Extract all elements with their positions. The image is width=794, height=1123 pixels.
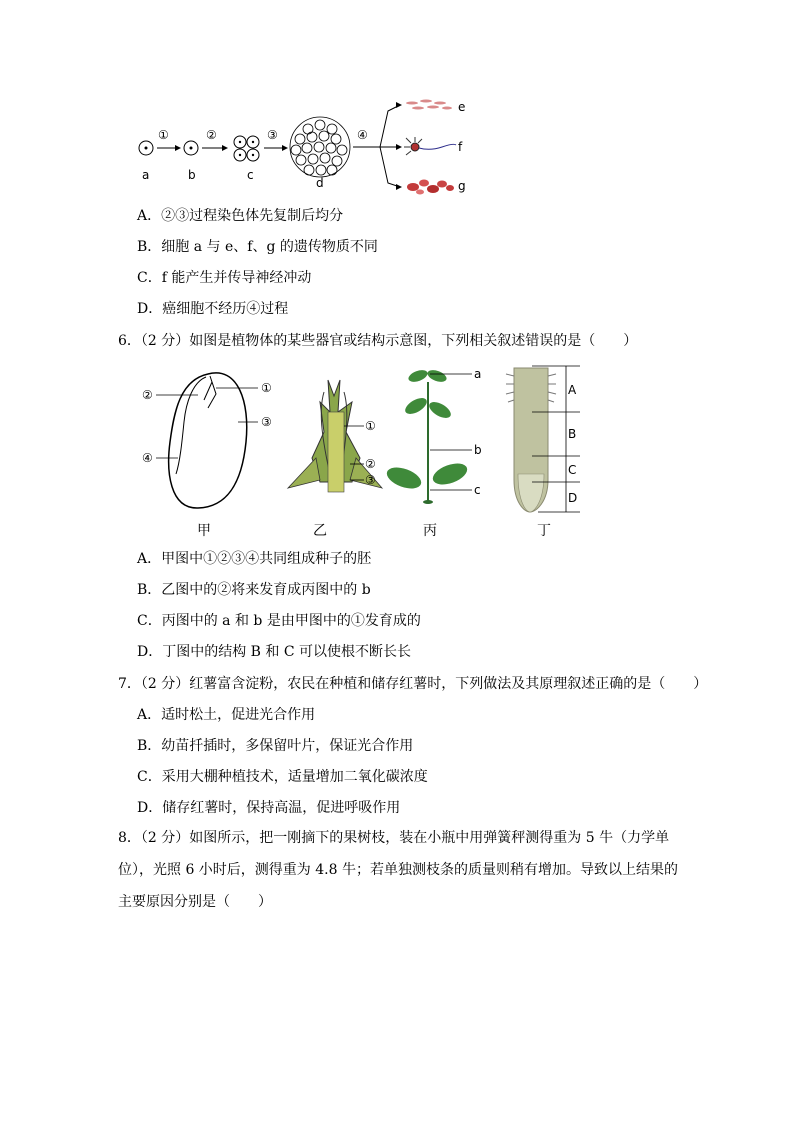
jia-label-4: ④ (142, 451, 153, 465)
ding-label-a: A (568, 383, 577, 397)
bing-label-b: b (474, 443, 482, 457)
ding-label-b: B (568, 427, 577, 441)
seed-diagram-jia (169, 373, 247, 508)
q6-option-c: C．丙图中的 a 和 b 是由甲图中的①发育成的 (137, 613, 421, 629)
q5-option-a: A．②③过程染色体先复制后均分 (137, 208, 344, 224)
q6-option-b: B．乙图中的②将来发育成丙图中的 b (137, 582, 371, 598)
bing-label-c: c (474, 483, 481, 497)
ding-label-c: C (568, 463, 577, 477)
jia-label-1: ① (261, 381, 272, 395)
jia-label-2: ② (142, 388, 153, 402)
cell-differentiation-figure (130, 95, 480, 200)
q7-option-b: B．幼苗扦插时，多保留叶片，保证光合作用 (137, 738, 414, 754)
q7-stem: 7．（2 分）红薯富含淀粉，农民在种植和储存红薯时，下列做法及其原理叙述正确的是（ ） (118, 676, 708, 692)
yi-label-2: ② (365, 457, 376, 471)
bing-label-a: a (474, 367, 482, 381)
step-1: ① (158, 128, 169, 142)
blood-cells-g (407, 180, 454, 195)
neuron-f (404, 137, 456, 155)
label-d: d (316, 176, 324, 190)
q6-option-d: D．丁图中的结构 B 和 C 可以使根不断长长 (137, 644, 412, 660)
label-a: a (142, 168, 150, 182)
step-2: ② (206, 128, 217, 142)
step-4: ④ (357, 128, 368, 142)
cell-a (139, 141, 153, 155)
caption-yi: 乙 (313, 523, 327, 539)
caption-jia: 甲 (197, 523, 211, 539)
plant-structures-figure (138, 362, 588, 542)
label-g: g (458, 179, 466, 193)
label-e: e (458, 100, 466, 114)
q7-option-c: C．采用大棚种植技术，适量增加二氧化碳浓度 (137, 769, 428, 785)
cell-b (184, 141, 198, 155)
jia-label-3: ③ (261, 415, 272, 429)
step-3: ③ (267, 128, 278, 142)
q6-stem: 6．（2 分）如图是植物体的某些器官或结构示意图，下列相关叙述错误的是（ ） (118, 333, 638, 349)
q5-option-d: D．癌细胞不经历④过程 (137, 301, 289, 317)
q6-option-a: A．甲图中①②③④共同组成种子的胚 (137, 551, 372, 567)
q7-option-d: D．储存红薯时，保持高温，促进呼吸作用 (137, 800, 401, 816)
ding-label-d: D (568, 491, 578, 505)
cells-c (234, 136, 259, 161)
cell-cluster-d (290, 117, 350, 177)
yi-label-1: ① (365, 419, 376, 433)
label-f: f (458, 140, 463, 154)
q5-option-c: C．f 能产生并传导神经冲动 (137, 270, 312, 286)
q5-option-b: B．细胞 a 与 e、f、g 的遗传物质不同 (137, 239, 378, 255)
label-b: b (188, 168, 196, 182)
seedling-diagram-bing (384, 368, 470, 504)
yi-label-3: ③ (365, 473, 376, 487)
root-tip-diagram-ding (506, 368, 556, 512)
q8-stem: 8．（2 分）如图所示，把一刚摘下的果树枝，装在小瓶中用弹簧秤测得重为 5 牛（力学单位），光照 6 小时后，测得重为 4.8 牛；若单独测枝条的质量则稍有增加。导致以上结果的主要原因分别是（ ） (118, 830, 678, 910)
muscle-cells-e (406, 100, 452, 110)
label-c: c (247, 168, 254, 182)
caption-ding: 丁 (537, 523, 551, 539)
q7-option-a: A．适时松土，促进光合作用 (137, 707, 316, 723)
caption-bing: 丙 (423, 523, 437, 539)
